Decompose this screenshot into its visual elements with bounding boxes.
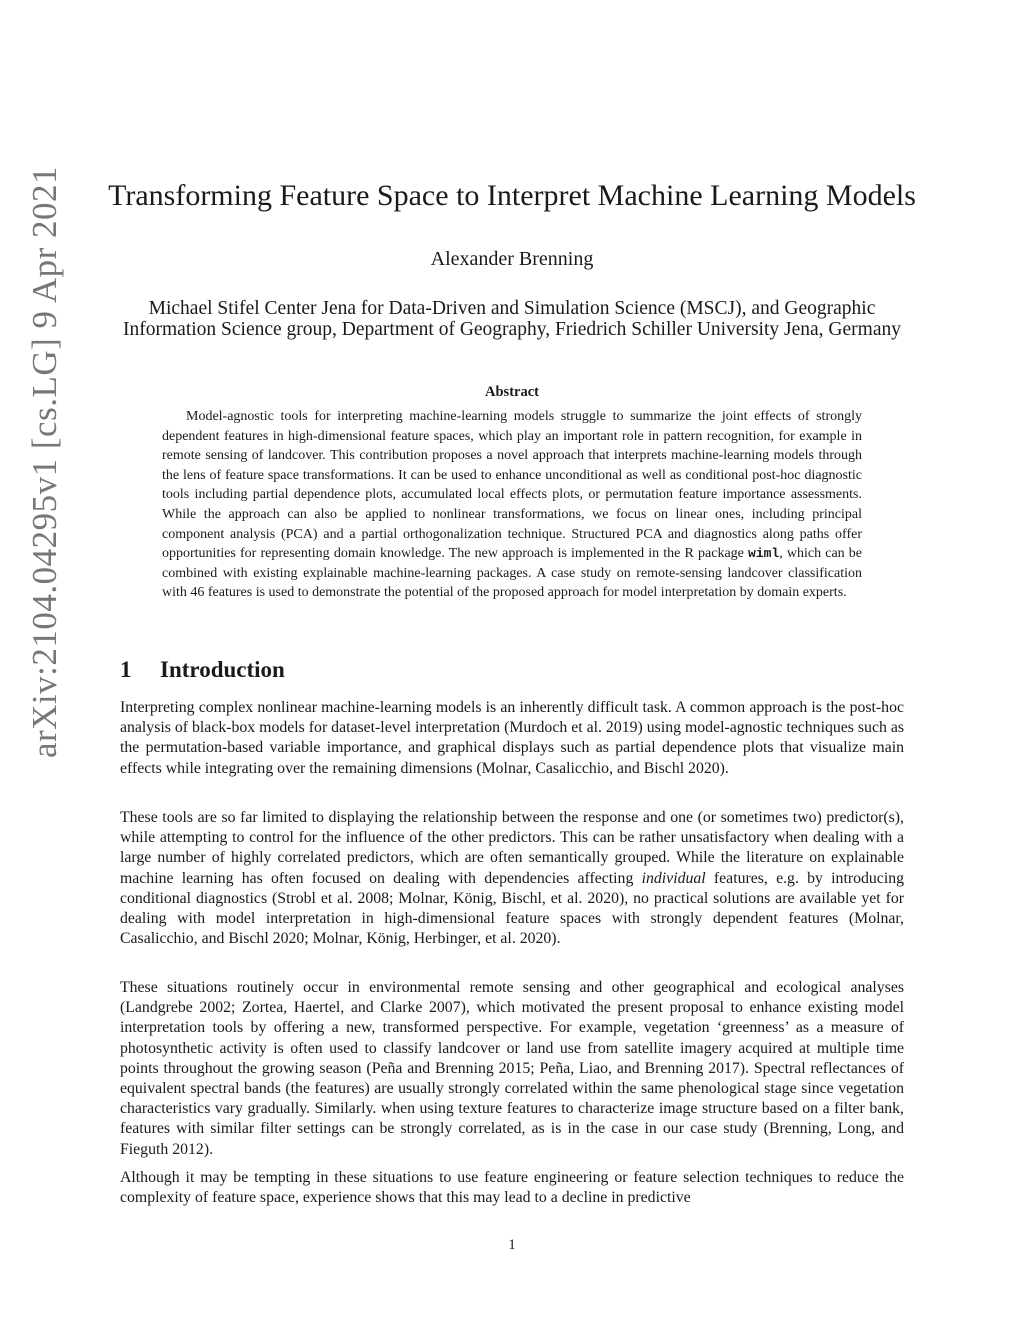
author-affiliation: Michael Stifel Center Jena for Data-Driven and Simulation Science (MSCJ), and Geographic Information Science group, Department of Geography, Friedrich Schiller University Jena, Germany (123, 298, 901, 340)
abstract-text (162, 407, 862, 603)
body-paragraph-4: Although it may be tempting in these situations to use feature engineering or feature selection techniques to reduce the complexity of feature space, experience shows that this may lead to a decline in predictive (120, 1169, 904, 1207)
paragraph-2-text-part-1: These tools are so far limited to displaying the relationship between the response and one (or sometimes two) predictor(s), while attempting to control for the influence of the other predictors. This can be rather unsatisfactory when dealing with a large number of highly correlated predictors, which are often semantically grouped. While the literature on explainable machine learning has often focused on dealing with dependencies affecting (120, 809, 904, 887)
body-paragraph-1: Interpreting complex nonlinear machine-learning models is an inherently difficult task. A common approach is the post-hoc analysis of black-box models for dataset-level interpretation (Murdoch et al. 2019) using model-agnostic techniques such as the permutation-based variable importance, and graphical displays such as partial dependence plots that visualize main effects while integrating over the remaining dimensions (Molnar, Casalicchio, and Bischl 2020). (120, 699, 904, 777)
section-number: 1 (120, 657, 132, 682)
paper-title: Transforming Feature Space to Interpret Machine Learning Models (108, 179, 916, 212)
section-heading-introduction (120, 654, 285, 686)
page-number: 1 (508, 1237, 516, 1253)
paragraph-2-text-part-2: features, e.g. by introducing conditional diagnostics (Strobl et al. 2008; Molnar, König, Bischl, et al. 2020), no practical solutions are available yet for dealing with model interpretation in high-dimensional feature spaces with strongly dependent features (Molnar, Casalicchio, and Bischl 2020; Molnar, König, Herbinger, et al. 2020). (120, 869, 904, 948)
abstract-text-part-1: Model-agnostic tools for interpreting machine-learning models struggle to summarize the joint effects of strongly dependent features in high-dimensional feature spaces, which play an important role in pattern recognition, for example in remote sensing of landcover. This contribution proposes a novel approach that interprets machine-learning models through the lens of feature space transformations. It can be used to enhance unconditional as well as conditional post-hoc diagnostic tools including partial dependence plots, accumulated local effects plots, or permutation feature importance assessments. While the approach can also be applied to nonlinear transformations, we focus on linear ones, including principal component analysis (PCA) and a partial orthogonalization technique. Structured PCA and diagnostics along paths offer opportunities for representing domain knowledge. The new approach is implemented in the R package (162, 409, 862, 562)
abstract-heading: Abstract (485, 384, 539, 400)
section-title: Introduction (160, 657, 285, 682)
emphasized-word: individual (641, 869, 706, 887)
package-name-code: wiml (748, 546, 780, 562)
arxiv-identifier-stamp: arXiv:2104.04295v1 [cs.LG] 9 Apr 2021 (25, 165, 64, 759)
body-paragraph-3: These situations routinely occur in environmental remote sensing and other geographical and ecological analyses (Landgrebe 2002; Zortea, Haertel, and Clarke 2007), which motivated the present proposal to enhance existing model interpretation tools by offering a new, transformed perspective. For example, vegetation ‘greenness’ as a measure of photosynthetic activity is often used to classify landcover or land use from satellite imagery acquired at multiple time points throughout the growing season (Peña and Brenning 2015; Peña, Liao, and Brenning 2017). Spectral reflectances of equivalent spectral bands (the features) are usually strongly correlated within the same phenological stage since vegetation characteristics vary gradually. Similarly. when using texture features to characterize image structure based on a filter bank, features with similar filter settings can be strongly correlated, as is in the case in our case study (Brenning, Long, and Fieguth 2012). (120, 979, 904, 1158)
body-paragraph-2 (120, 808, 904, 949)
abstract-text-part-2: , which can be combined with existing explainable machine-learning packages. A case study on remote-sensing landcover classification with 46 features is used to demonstrate the potential of the proposed approach for model interpretation by domain experts. (162, 546, 863, 601)
author-name: Alexander Brenning (430, 248, 594, 270)
